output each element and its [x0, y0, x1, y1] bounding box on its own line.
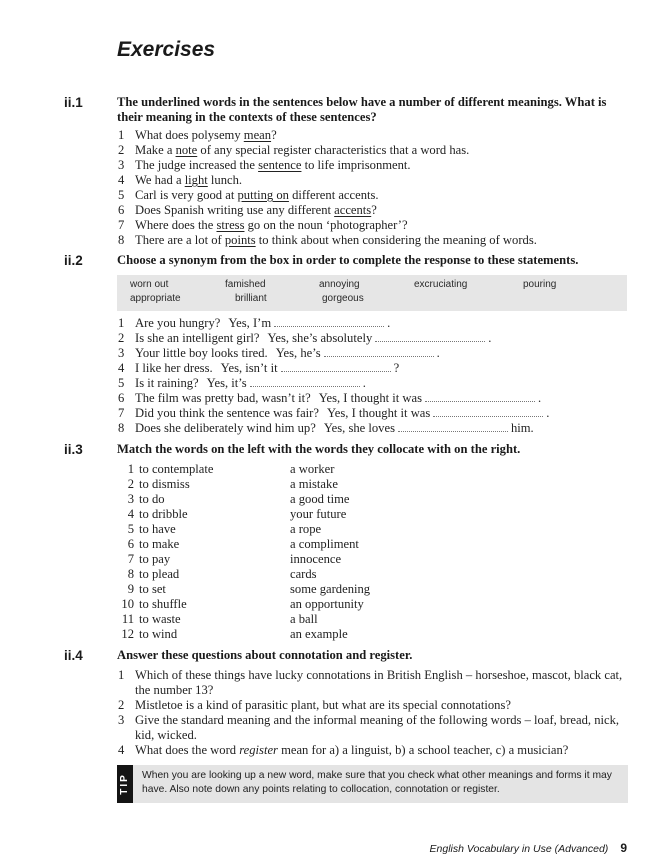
- answer-text: Yes, I’m: [228, 316, 272, 330]
- list-item: [117, 316, 627, 331]
- list-item: [117, 346, 627, 361]
- item-number: 2: [118, 143, 125, 157]
- item-text: What does the word: [135, 743, 240, 757]
- left-word: to shuffle: [139, 597, 187, 611]
- exercise-number: ii.4: [64, 648, 83, 663]
- question-text: I like her dress.: [135, 361, 213, 375]
- list-item: [117, 668, 627, 698]
- item-text: of any special register characteristics that a word has.: [197, 143, 470, 157]
- list-item: [117, 203, 627, 218]
- word-box: [117, 275, 627, 311]
- item-number: 5: [118, 188, 125, 202]
- item-text: to life imprisonment.: [301, 158, 411, 172]
- match-row: [117, 627, 517, 642]
- answer-text: ?: [393, 361, 400, 375]
- underlined-word: points: [224, 233, 256, 247]
- word-option: appropriate: [130, 293, 181, 304]
- answer-text: .: [538, 391, 542, 405]
- answer-blank[interactable]: [274, 317, 384, 327]
- item-text: lunch.: [207, 173, 243, 187]
- answer-text: Yes, he’s: [275, 346, 321, 360]
- item-text: There are a lot of: [135, 233, 225, 247]
- exercise-instruction: Choose a synonym from the box in order to complete the response to these statements.: [117, 253, 579, 267]
- list-item: [117, 143, 627, 158]
- right-word: an opportunity: [290, 597, 364, 611]
- left-word: to pay: [139, 552, 171, 566]
- question-text: The film was pretty bad, wasn’t it?: [135, 391, 311, 405]
- answer-text: Yes, she loves: [323, 421, 395, 435]
- right-word: a compliment: [290, 537, 359, 551]
- item-text: Mistletoe is a kind of parasitic plant, but what are its special connotations?: [135, 698, 511, 712]
- collocation-match-list: [117, 462, 517, 642]
- left-word: to waste: [139, 612, 181, 626]
- list-item: [117, 128, 627, 143]
- answer-blank[interactable]: [250, 377, 360, 387]
- item-text: Where does the: [135, 218, 217, 232]
- exercise-number: ii.3: [64, 442, 83, 457]
- tip-badge: [117, 765, 133, 803]
- word-option: brilliant: [235, 293, 267, 304]
- left-word: to wind: [139, 627, 178, 641]
- item-text: Does Spanish writing use any different: [135, 203, 335, 217]
- book-title: English Vocabulary in Use (Advanced): [429, 843, 609, 855]
- left-word: to have: [139, 522, 176, 536]
- item-number: 1: [118, 128, 125, 142]
- item-number: 4: [118, 173, 125, 187]
- list-item: [117, 331, 627, 346]
- answer-blank[interactable]: [375, 332, 485, 342]
- page-title: Exercises: [117, 38, 216, 61]
- item-number: 5: [127, 522, 134, 536]
- match-row: [117, 507, 517, 522]
- word-option: gorgeous: [322, 293, 364, 304]
- left-word: to dismiss: [139, 477, 190, 491]
- item-text: Which of these things have lucky connotations in British English – horseshoe, mascot, black cat, the number 13?: [135, 668, 623, 697]
- list-item: [117, 713, 627, 743]
- answer-text: .: [546, 406, 550, 420]
- right-word: innocence: [290, 552, 342, 566]
- list-item: [117, 406, 627, 421]
- underlined-word: accents: [334, 203, 372, 217]
- item-number: 6: [127, 537, 134, 551]
- item-number: 1: [118, 668, 125, 682]
- list-item: [117, 233, 627, 248]
- list-item: [117, 391, 627, 406]
- right-word: a ball: [290, 612, 318, 626]
- list-item: [117, 376, 627, 391]
- list-item: [117, 158, 627, 173]
- match-row: [117, 522, 517, 537]
- item-text: mean for a) a linguist, b) a school teacher, c) a musician?: [277, 743, 569, 757]
- answer-text: .: [387, 316, 391, 330]
- exercise-ii-2-items: [117, 316, 627, 436]
- word-option: worn out: [130, 279, 169, 290]
- item-number: 5: [118, 376, 125, 390]
- tip-text: When you are looking up a new word, make sure that you check what other meanings and forms it may have. Also note down any points relating to collocation, connotation or register.: [142, 770, 612, 795]
- answer-text: Yes, I thought it was: [318, 391, 423, 405]
- answer-text: Yes, she’s absolutely: [267, 331, 373, 345]
- right-word: cards: [290, 567, 317, 581]
- item-number: 9: [127, 582, 134, 596]
- answer-blank[interactable]: [281, 362, 391, 372]
- item-number: 6: [118, 391, 125, 405]
- item-number: 4: [127, 507, 134, 521]
- item-number: 4: [118, 743, 125, 757]
- left-word: to make: [139, 537, 180, 551]
- item-number: 8: [127, 567, 134, 581]
- answer-text: .: [362, 376, 366, 390]
- match-row: [117, 477, 517, 492]
- tip-box: [117, 765, 628, 803]
- right-word: a rope: [290, 522, 322, 536]
- match-row: [117, 612, 517, 627]
- item-text: ?: [271, 128, 277, 142]
- underlined-word: note: [175, 143, 198, 157]
- answer-blank[interactable]: [324, 347, 434, 357]
- answer-text: Yes, I thought it was: [326, 406, 431, 420]
- right-word: some gardening: [290, 582, 371, 596]
- match-row: [117, 582, 517, 597]
- item-number: 8: [118, 421, 125, 435]
- answer-text: .: [488, 331, 492, 345]
- question-text: Your little boy looks tired.: [135, 346, 268, 360]
- question-text: Is she an intelligent girl?: [135, 331, 260, 345]
- item-number: 1: [118, 316, 125, 330]
- underlined-word: sentence: [258, 158, 302, 172]
- exercise-number: ii.2: [64, 253, 83, 268]
- item-text: What does polysemy: [135, 128, 244, 142]
- item-number: 12: [121, 627, 134, 641]
- item-number: 2: [118, 331, 125, 345]
- question-text: Are you hungry?: [135, 316, 221, 330]
- italic-word: register: [239, 743, 278, 757]
- word-option: annoying: [319, 279, 360, 290]
- item-number: 4: [118, 361, 125, 375]
- item-number: 3: [118, 713, 125, 727]
- left-word: to contemplate: [139, 462, 214, 476]
- item-text: to think about when considering the meaning of words.: [255, 233, 537, 247]
- match-row: [117, 537, 517, 552]
- item-number: 8: [118, 233, 125, 247]
- item-number: 1: [127, 462, 134, 476]
- exercise-instruction: Match the words on the left with the words they collocate with on the right.: [117, 442, 521, 456]
- exercise-ii-1-items: [117, 128, 627, 248]
- item-text: different accents.: [288, 188, 379, 202]
- item-text: Give the standard meaning and the informal meaning of the following words – loaf, bread, nick, kid, wicked.: [135, 713, 620, 742]
- item-text: Carl is very good at: [135, 188, 238, 202]
- word-option: pouring: [523, 279, 557, 290]
- item-number: 2: [118, 698, 125, 712]
- item-text: Make a: [135, 143, 176, 157]
- list-item: [117, 173, 627, 188]
- answer-blank[interactable]: [433, 407, 543, 417]
- match-row: [117, 462, 517, 477]
- item-number: 7: [127, 552, 134, 566]
- left-word: to do: [139, 492, 165, 506]
- answer-text: Yes, isn’t it: [220, 361, 278, 375]
- list-item: [117, 361, 627, 376]
- question-text: Does she deliberately wind him up?: [135, 421, 316, 435]
- match-row: [117, 567, 517, 582]
- left-word: to dribble: [139, 507, 188, 521]
- word-option: famished: [225, 279, 266, 290]
- item-number: 11: [121, 612, 134, 626]
- item-number: 2: [127, 477, 134, 491]
- item-number: 3: [118, 158, 125, 172]
- right-word: a good time: [290, 492, 350, 506]
- item-text: We had a: [135, 173, 185, 187]
- answer-blank[interactable]: [398, 422, 508, 432]
- question-text: Is it raining?: [135, 376, 199, 390]
- word-option: excruciating: [414, 279, 468, 290]
- list-item: [117, 188, 627, 203]
- left-word: to set: [139, 582, 166, 596]
- item-number: 6: [118, 203, 125, 217]
- item-text: go on the noun ‘photographer’?: [244, 218, 408, 232]
- underlined-word: mean: [243, 128, 272, 142]
- answer-text: Yes, it’s: [206, 376, 247, 390]
- underlined-word: stress: [216, 218, 245, 232]
- exercise-instruction: The underlined words in the sentences below have a number of different meanings. What is their meaning in the contexts of these sentences?: [117, 95, 607, 124]
- underlined-word: putting on: [237, 188, 289, 202]
- match-row: [117, 492, 517, 507]
- list-item: [117, 218, 627, 233]
- item-text: ?: [371, 203, 377, 217]
- exercise-number: ii.1: [64, 95, 83, 110]
- page-footer: [430, 841, 627, 855]
- right-word: a worker: [290, 462, 335, 476]
- list-item: [117, 698, 627, 713]
- item-number: 10: [121, 597, 134, 611]
- match-row: [117, 552, 517, 567]
- match-row: [117, 597, 517, 612]
- answer-text: him.: [510, 421, 534, 435]
- answer-blank[interactable]: [425, 392, 535, 402]
- underlined-word: light: [184, 173, 208, 187]
- item-text: The judge increased the: [135, 158, 259, 172]
- list-item: [117, 421, 627, 436]
- item-number: 7: [118, 406, 125, 420]
- page-number: 9: [620, 841, 627, 855]
- right-word: a mistake: [290, 477, 338, 491]
- item-number: 3: [118, 346, 125, 360]
- item-number: 7: [118, 218, 125, 232]
- right-word: your future: [290, 507, 347, 521]
- item-number: 3: [127, 492, 134, 506]
- exercise-instruction: Answer these questions about connotation and register.: [117, 648, 413, 662]
- question-text: Did you think the sentence was fair?: [135, 406, 319, 420]
- exercise-ii-4-items: [117, 668, 627, 758]
- right-word: an example: [290, 627, 348, 641]
- list-item: [117, 743, 627, 758]
- tip-label: TIP: [119, 773, 130, 795]
- answer-text: .: [436, 346, 440, 360]
- left-word: to plead: [139, 567, 180, 581]
